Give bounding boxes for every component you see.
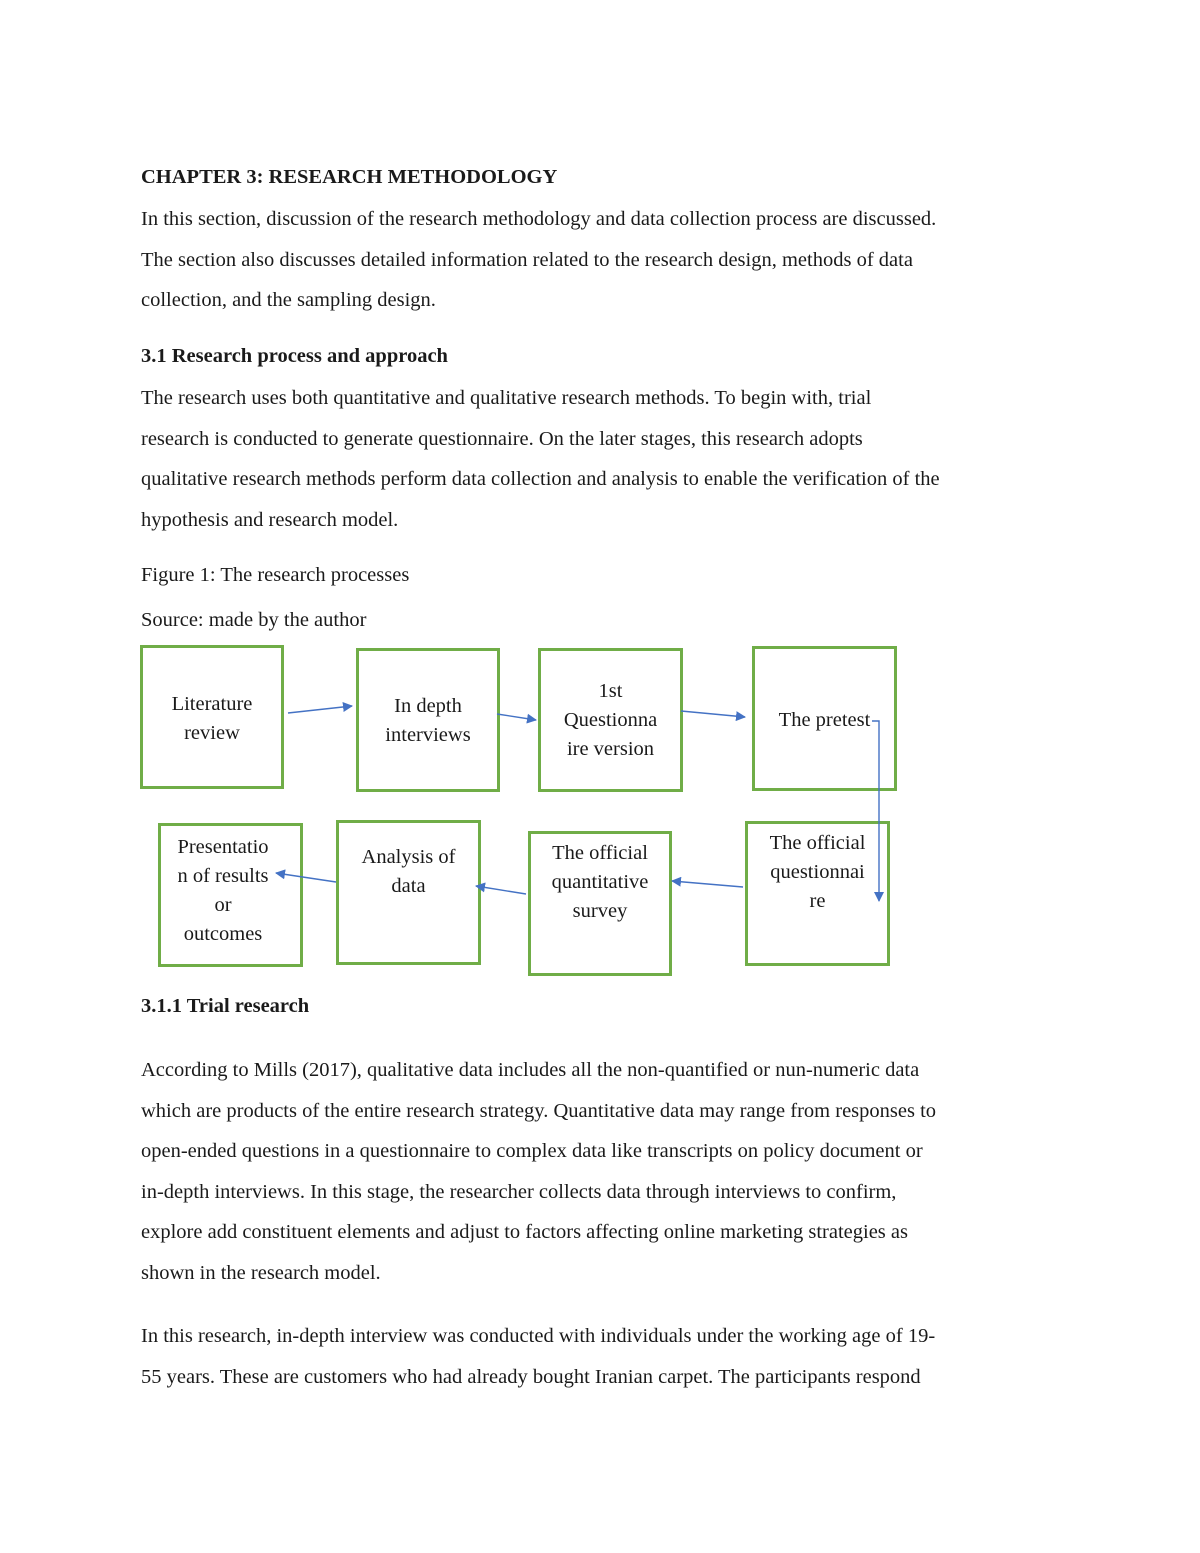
box-in-depth-interviews-label (356, 692, 500, 750)
box-text-line: Questionna (563, 709, 658, 731)
box-pretest-label (752, 706, 897, 735)
box-text-line: review (184, 722, 240, 744)
paragraph-line: In this research, in-depth interview was conducted with individuals under the working age of 19- (141, 1325, 936, 1347)
paragraph-line: explore add constituent elements and adjust to factors affecting online marketing strategies as (141, 1221, 908, 1244)
arrow-official-questionnaire-to-survey (672, 881, 743, 887)
arrow-survey-to-analysis (476, 886, 526, 894)
section-3-1-1-heading: 3.1.1 Trial research (141, 995, 310, 1017)
arrow-literature-to-interviews (288, 706, 352, 713)
box-text-line: or (214, 894, 232, 916)
box-text-line: ire version (566, 738, 655, 760)
paragraph-line: shown in the research model. (141, 1261, 381, 1284)
paragraph-line: 55 years. These are customers who had already bought Iranian carpet. The participants respond (141, 1365, 921, 1388)
box-text-line: re (809, 890, 826, 912)
box-text-line: Presentatio (177, 836, 269, 858)
box-official-survey-label (528, 839, 672, 926)
paragraph-line: open-ended questions in a questionnaire to complex data like transcripts on policy document or (141, 1140, 923, 1163)
box-analysis-label (336, 843, 481, 901)
arrow-interviews-to-questionnaire (497, 714, 536, 720)
box-official-questionnaire-label (745, 829, 890, 916)
box-text-line: data (391, 875, 426, 897)
paragraph-line: According to Mills (2017), qualitative data includes all the non-quantified or nun-numeric data (141, 1059, 920, 1081)
box-first-questionnaire-label (538, 677, 683, 764)
section-3-1-paragraph (141, 378, 1071, 540)
intro-line: In this section, discussion of the research methodology and data collection process are discussed. (141, 208, 937, 230)
intro-paragraph (141, 199, 1071, 321)
box-text-line: interviews (385, 724, 471, 746)
paragraph-line: in-depth interviews. In this stage, the researcher collects data through interviews to confirm, (141, 1180, 897, 1203)
box-text-line: The pretest (778, 709, 871, 731)
box-text-line: The official (769, 832, 866, 854)
arrow-questionnaire-to-pretest (681, 711, 745, 717)
paragraph-line: which are products of the entire research strategy. Quantitative data may range from responses to (141, 1099, 937, 1122)
box-text-line: n of results (177, 865, 269, 887)
box-text-line: The official (552, 842, 648, 864)
box-text-line: Literature (171, 693, 253, 715)
box-text-line: survey (572, 900, 628, 922)
paragraph-line: The research uses both quantitative and qualitative research methods. To begin with, trial (141, 387, 872, 409)
paragraph-line: qualitative research methods perform data collection and analysis to enable the verification of the (141, 468, 940, 491)
section-3-1-heading: 3.1 Research process and approach (141, 345, 448, 367)
box-text-line: 1st (598, 680, 623, 702)
box-text-line: questionnai (770, 861, 865, 883)
box-text-line: In depth (394, 695, 462, 717)
box-text-line: outcomes (183, 923, 263, 945)
figure-source: Source: made by the author (141, 609, 367, 631)
box-text-line: quantitative (551, 871, 649, 893)
box-presentation-label (158, 833, 288, 949)
box-text-line: Analysis of (361, 846, 456, 868)
section-3-1-1-paragraph-2 (141, 1316, 1071, 1397)
chapter-title: CHAPTER 3: RESEARCH METHODOLOGY (141, 166, 558, 188)
box-literature-review-label (140, 690, 284, 748)
figure-caption: Figure 1: The research processes (141, 564, 410, 586)
section-3-1-1-paragraph-1 (141, 1050, 1071, 1294)
paragraph-line: hypothesis and research model. (141, 508, 399, 531)
intro-line: collection, and the sampling design. (141, 289, 436, 312)
paragraph-line: research is conducted to generate questionnaire. On the later stages, this research adopts (141, 427, 863, 450)
intro-line: The section also discusses detailed information related to the research design, methods of data (141, 248, 913, 271)
